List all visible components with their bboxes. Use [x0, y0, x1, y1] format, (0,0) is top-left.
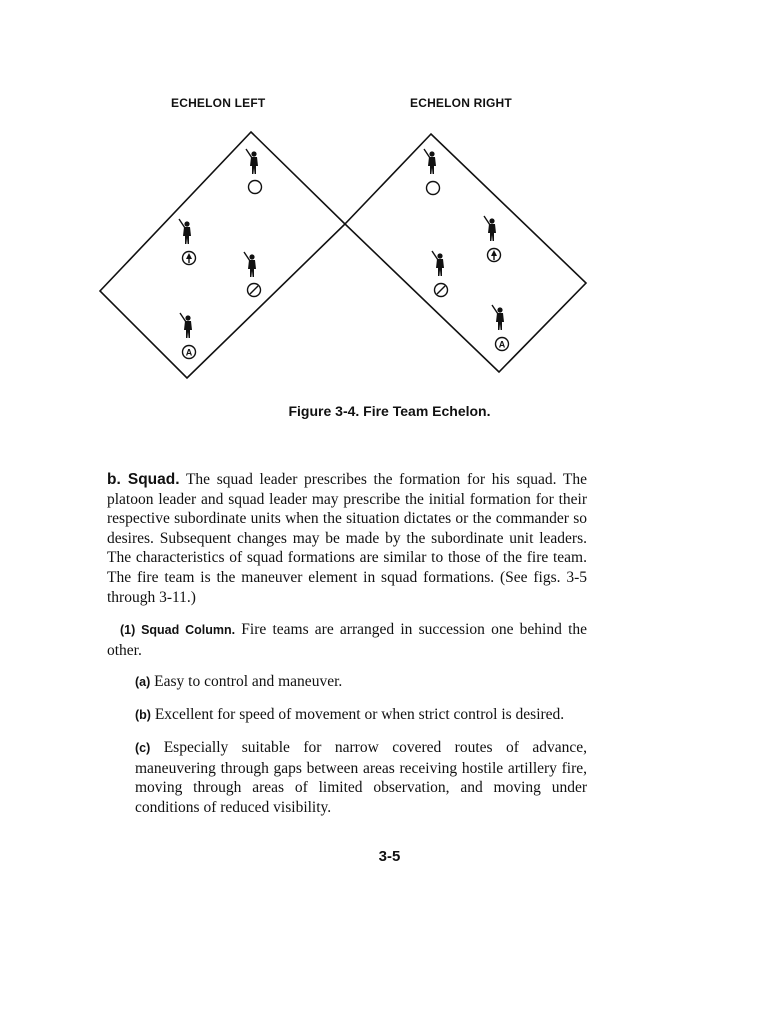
right-rifleman [432, 251, 448, 297]
svg-text:A: A [185, 347, 193, 358]
item-b-text: Excellent for speed of movement or when strict control is desired. [154, 706, 565, 723]
right-team-leader [424, 149, 440, 195]
item-b-label: (b) [135, 708, 151, 722]
echelon-left-label: ECHELON LEFT [171, 96, 266, 110]
echelon-left-diamond [100, 132, 345, 378]
item-b [135, 705, 587, 726]
item-a-label: (a) [135, 675, 151, 689]
team-leader-symbol [249, 181, 262, 194]
echelon-right-label: ECHELON RIGHT [410, 96, 512, 110]
right-automatic-rifleman [492, 305, 509, 351]
squad-column-lead: (1) Squad Column. [120, 623, 236, 637]
item-a [135, 672, 587, 693]
fire-team-echelon-diagram [0, 0, 779, 400]
left-grenadier [179, 219, 196, 265]
item-c [135, 738, 587, 817]
svg-text:A: A [498, 339, 506, 350]
left-rifleman [244, 252, 261, 297]
paragraph-b-text: The squad leader prescribes the formation for his squad. The platoon leader and squad leader may prescribe the initial formation for their respective subordinate units when the situation dictates or the commander so desires. Subsequent changes may be made by the subordinate unit leaders. The characteristics of squad formations are similar to those of the fire team. The fire team is the maneuver element in squad formations. (See figs. 3-5 through 3-11.) [107, 471, 587, 606]
item-c-text: Especially suitable for narrow covered routes of advance, maneuvering through gaps between areas receiving hostile artillery fire, moving through areas of limited observation, and moving under conditions of reduced visibility. [135, 739, 587, 816]
page-number: 3-5 [378, 848, 401, 865]
paragraph-b-lead: b. Squad. [107, 471, 180, 488]
paragraph-b-squad [107, 470, 587, 607]
left-automatic-rifleman [180, 313, 196, 359]
item-a-text: Easy to control and maneuver. [154, 673, 343, 690]
echelon-right-diamond [345, 134, 586, 372]
figure-caption: Figure 3-4. Fire Team Echelon. [288, 403, 491, 419]
left-team-leader [246, 149, 262, 194]
paragraph-squad-column [107, 620, 587, 660]
squad-column-text: Fire teams are arranged in succession one behind the other. [107, 621, 587, 659]
team-leader-symbol [427, 182, 440, 195]
right-grenadier [484, 216, 501, 262]
item-c-label: (c) [135, 741, 151, 755]
